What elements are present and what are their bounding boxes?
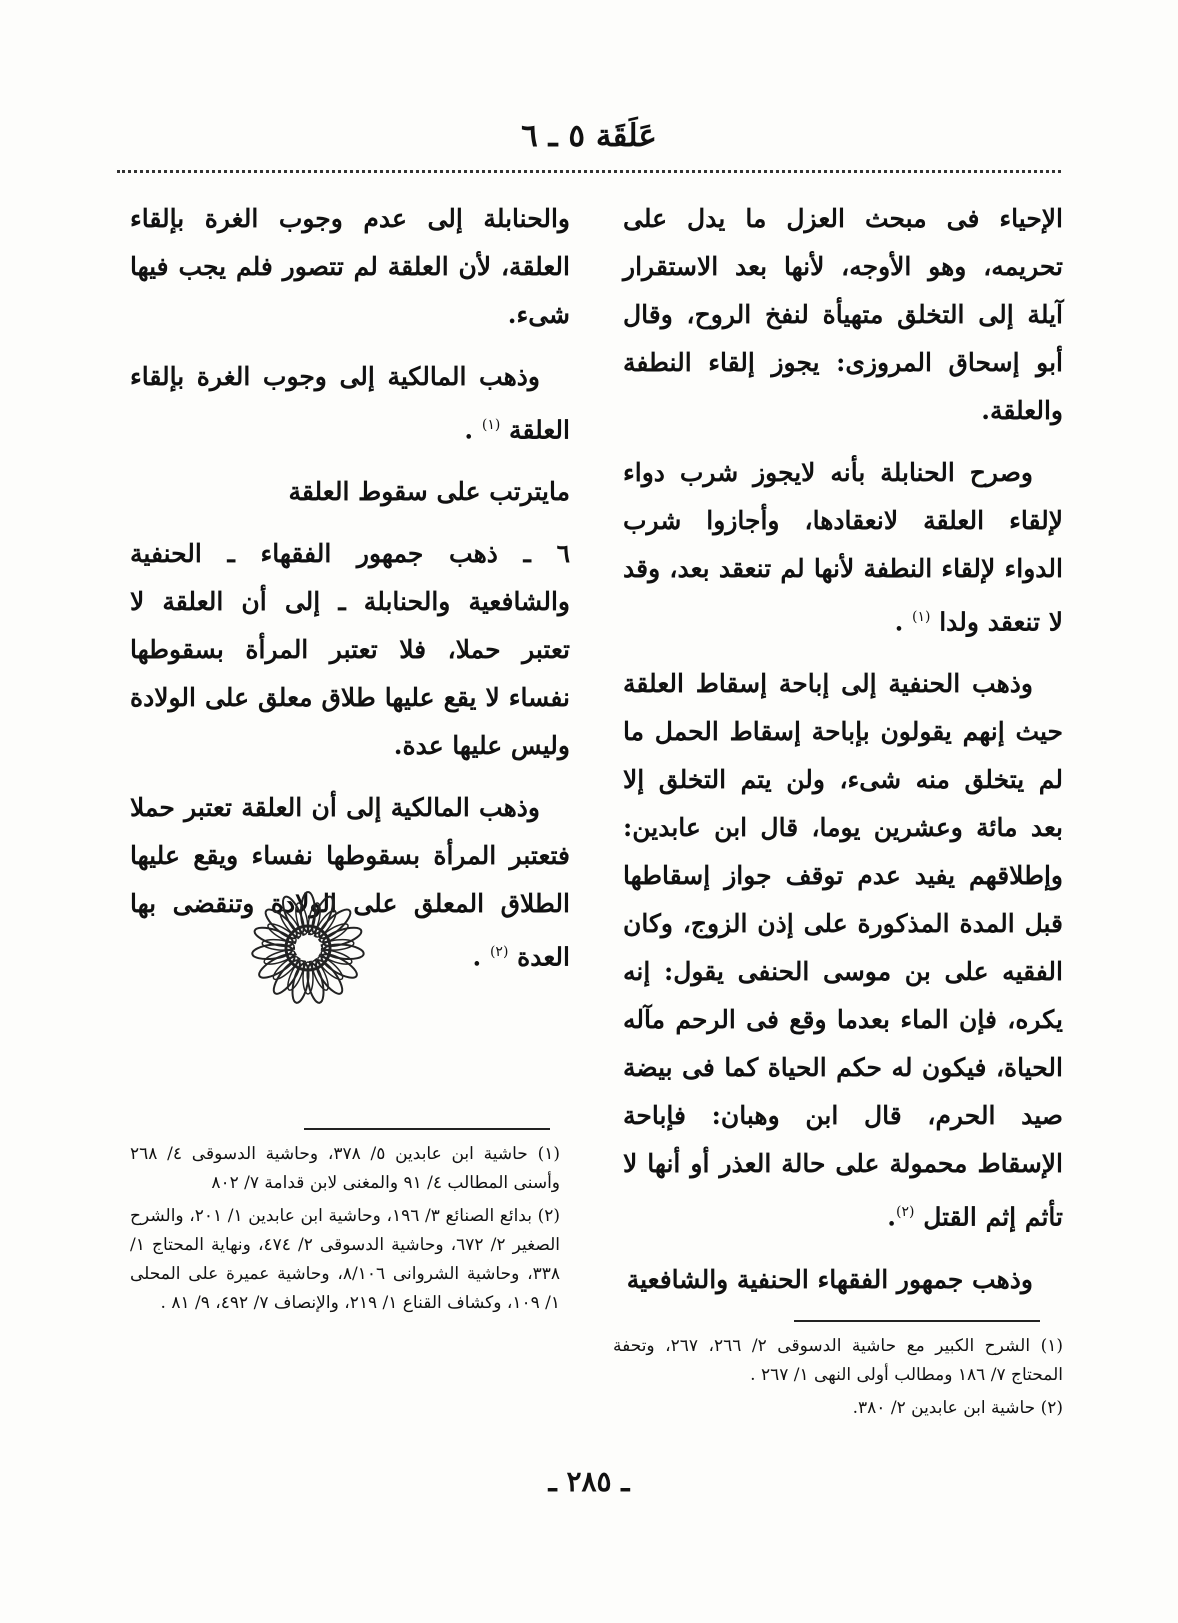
paragraph: وذهب المالكية إلى أن العلقة تعتبر حملا فتعتبر المرأة بسقوطها نفساء ويقع عليها الطلاق المعلق على الولادة وتنقضى بها العدة $^{(٢)}$ . bbox=[130, 793, 570, 972]
page-number: ـ ٢٨٥ ـ bbox=[548, 1465, 630, 1498]
paragraph: وذهب الحنفية إلى إباحة إسقاط العلقة حيث إنهم يقولون بإباحة إسقاط الحمل ما لم يتخلق منه شىء، ولن يتم التخلق إلا بعد مائة وعشرين يوما، قال ابن عابدين: وإطلاقهم يفيد عدم توقف جواز إسقاطها قبل المدة المذكورة على إذن الزوج، وكان الفقيه على بن موسى الحنفى يقول: إنه يكره، فإن الماء بعدما وقع فى الرحم مآله الحياة، فيكون له حكم الحياة كما فى بيضة صيد الحرم، قال ابن وهبان: فإباحة الإسقاط محمولة على حالة العذر أو أنها لا تأثم إثم القتل $^{(٢)}$. bbox=[623, 669, 1063, 1232]
footnote-divider bbox=[304, 1128, 550, 1130]
left-column bbox=[130, 195, 570, 996]
right-column bbox=[623, 195, 1063, 1318]
section-heading: مايترتب على سقوط العلقة bbox=[288, 477, 570, 507]
paragraph: ٦ ـ ذهب جمهور الفقهاء ـ الحنفية والشافعية والحنابلة ـ إلى أن العلقة لا تعتبر حملا، فلا تعتبر المرأة بسقوطها نفساء لا يقع عليها طلاق معلق على الولادة وليس عليها عدة. bbox=[130, 539, 570, 761]
footnotes-left bbox=[130, 1140, 560, 1322]
footnote: (٢) حاشية ابن عابدين ٢/ ٣٨٠. bbox=[852, 1398, 1063, 1418]
paragraph: الإحياء فى مبحث العزل ما يدل على تحريمه، وهو الأوجه، لأنها بعد الاستقرار آيلة إلى التخلق متهيأة لنفخ الروح، وقال أبو إسحاق المروزى: يجوز إلقاء النطفة والعلقة. bbox=[623, 204, 1063, 425]
footnote-divider bbox=[794, 1320, 1040, 1322]
paragraph: وصرح الحنابلة بأنه لايجوز شرب دواء لإلقاء العلقة لانعقادها، وأجازوا شرب الدواء لإلقاء النطفة لأنها لم تنعقد بعد، وقد لا تنعقد ولدا $^{(١)}$ . bbox=[623, 458, 1063, 637]
footnote-ref: (١) bbox=[481, 417, 501, 433]
footnote-ref: (١) bbox=[912, 609, 931, 625]
footnotes-right bbox=[613, 1332, 1063, 1427]
footnote: (١) حاشية ابن عابدين ٥/ ٣٧٨، وحاشية الدسوقى ٤/ ٢٦٨ وأسنى المطالب ٤/ ٩١ والمغنى لابن قدامة ٧/ ٨٠٢ bbox=[130, 1144, 560, 1193]
footnote: (١) الشرح الكبير مع حاشية الدسوقى ٢/ ٢٦٦، ٢٦٧، وتحفة المحتاج ٧/ ١٨٦ ومطالب أولى النهى ١/ ٢٦٧ . bbox=[613, 1336, 1063, 1385]
footnote: (٢) بدائع الصنائع ٣/ ١٩٦، وحاشية ابن عابدين ١/ ٢٠١، والشرح الصغير ٢/ ٦٧٢، وحاشية الدسوقى ٢/ ٤٧٤، ونهاية المحتاج ١/ ٣٣٨، وحاشية الشروانى ٨/١٠٦، وحاشية عميرة على المحلى ١/ ١٠٩، وكشاف القناع ١/ ٢١٩، والإنصاف ٧/ ٤٩٢، ٩/ ٨١ . bbox=[130, 1206, 560, 1313]
paragraph: وذهب جمهور الفقهاء الحنفية والشافعية bbox=[626, 1264, 1033, 1294]
page-title: عَلَقَة ٥ ـ ٦ bbox=[521, 118, 657, 154]
header-divider bbox=[117, 170, 1061, 173]
ornament-icon bbox=[248, 888, 368, 1008]
paragraph: والحنابلة إلى عدم وجوب الغرة بإلقاء العلقة، لأن العلقة لم تتصور فلم يجب فيها شىء. bbox=[130, 204, 570, 329]
footnote-ref: (٢) bbox=[896, 1204, 915, 1221]
footnote-ref: (٢) bbox=[489, 944, 509, 961]
paragraph: وذهب المالكية إلى وجوب الغرة بإلقاء العلقة $^{(١)}$ . bbox=[130, 362, 570, 445]
